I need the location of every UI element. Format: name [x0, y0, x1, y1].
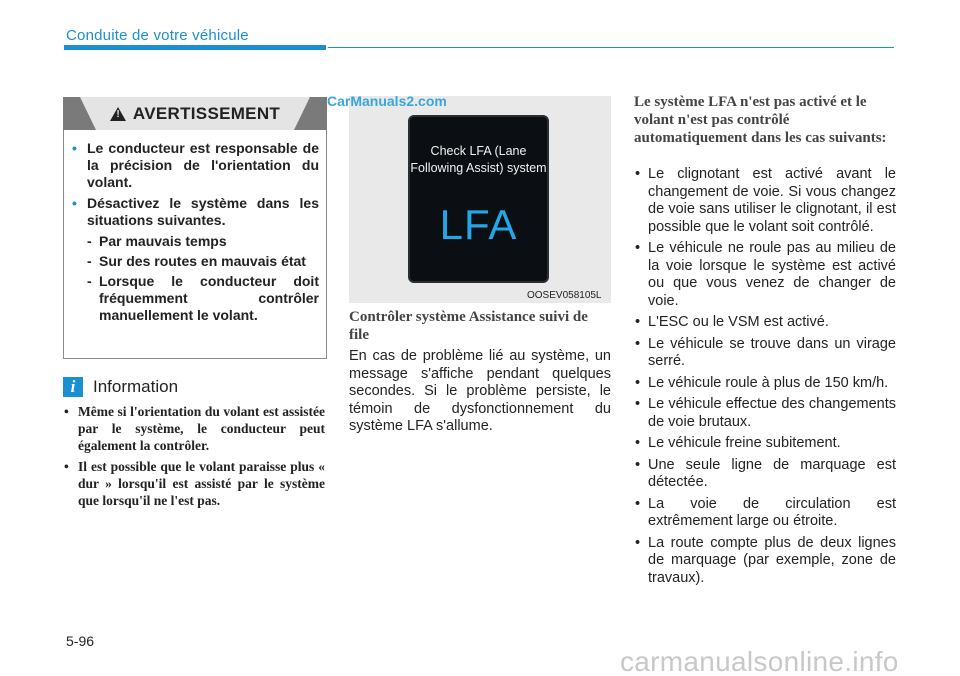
- bullet-dot: •: [635, 534, 641, 551]
- cluster-display: [408, 115, 549, 283]
- warning-bullet-text: Le conducteur est responsable de la précision de l'orientation du volant.: [87, 140, 319, 190]
- list-item: [634, 336, 896, 371]
- list-item-text: Le véhicule roule à plus de 150 km/h.: [648, 374, 889, 391]
- list-item: [634, 314, 896, 332]
- figure-watermark[interactable]: CarManuals2.com: [327, 93, 447, 109]
- bullet-dot: •: [635, 166, 641, 182]
- inactive-section-title: Le système LFA n'est pas activé et le volant n'est pas contrôlé automatiquement dans les cas suivants:: [634, 94, 887, 146]
- check-section-title: Contrôler système Assistance suivi de file: [349, 309, 588, 343]
- dash-marker: -: [87, 233, 92, 249]
- list-item-text: L'ESC ou le VSM est activé.: [648, 314, 829, 330]
- warning-body: [72, 140, 319, 327]
- bullet-dot: •: [64, 404, 69, 419]
- bullet-dot: •: [635, 335, 641, 352]
- dash-marker: -: [87, 273, 92, 289]
- information-item-text: Même si l'orientation du volant est assistée par le système, le conducteur peut également la contrôler.: [78, 404, 325, 453]
- header-rule: [328, 47, 894, 49]
- warning-title: AVERTISSEMENT: [132, 103, 281, 123]
- bullet-dot: •: [635, 495, 641, 512]
- warning-triangle-icon: !: [110, 107, 126, 121]
- check-section-paragraph: En cas de problème lié au système, un message s'affiche pendant quelques secondes. Si le problème persiste, le témoin de dysfonctionnement du système LFA s'allume.: [349, 348, 611, 434]
- bullet-dot: •: [635, 374, 641, 391]
- list-item: [634, 457, 896, 492]
- list-item: [634, 496, 896, 531]
- information-title: Information: [93, 377, 179, 396]
- bullet-dot: •: [635, 435, 641, 451]
- footer-watermark[interactable]: carmanualsonline.info: [620, 646, 899, 676]
- info-icon: i: [63, 377, 83, 397]
- list-item: [634, 435, 896, 453]
- list-item-text: Le véhicule effectue des changements de voie brutaux.: [648, 396, 896, 430]
- warning-sub-item: [72, 233, 319, 250]
- information-item: [63, 458, 325, 509]
- section-title: Conduite de votre véhicule: [66, 27, 249, 44]
- bullet-dot: •: [635, 240, 641, 256]
- warning-bullet: [72, 140, 319, 191]
- warning-sub-item: [72, 273, 319, 324]
- warning-bullet: [72, 195, 319, 229]
- bullet-dot: •: [64, 459, 69, 474]
- bullet-dot: •: [72, 140, 77, 156]
- warning-sub-item: [72, 253, 319, 270]
- list-item-text: Le véhicule ne roule pas au milieu de la voie lorsque le système est activé ou que vous venez de changer de voie.: [648, 240, 896, 309]
- warning-sub-text: Par mauvais temps: [99, 233, 227, 249]
- list-item-text: Le véhicule se trouve dans un virage serré.: [648, 335, 896, 369]
- information-item-text: Il est possible que le volant paraisse plus « dur » lorsqu'il est assisté par le système que lorsqu'il ne l'est pas.: [78, 459, 325, 508]
- warning-header: [96, 97, 294, 130]
- list-item-text: La route compte plus de deux lignes de marquage (par exemple, zone de travaux).: [648, 534, 896, 586]
- list-item-text: Le clignotant est activé avant le changement de voie. Si vous changez de voie sans utiliser le clignotant, il est possible que le volant soit contrôlé.: [648, 166, 896, 235]
- bullet-dot: •: [635, 396, 641, 412]
- figure-code: OOSEV058105L: [527, 290, 602, 301]
- list-item: [634, 535, 896, 588]
- list-item: [634, 166, 896, 236]
- list-item-text: La voie de circulation est extrêmement large ou étroite.: [648, 495, 896, 529]
- information-item: [63, 403, 325, 454]
- warning-sub-text: Sur des routes en mauvais état: [99, 253, 306, 269]
- bullet-dot: •: [635, 314, 641, 330]
- page-number: 5-96: [66, 633, 95, 649]
- inactive-conditions-list: [634, 166, 896, 591]
- bullet-dot: •: [72, 195, 77, 211]
- warning-bullet-text: Désactivez le système dans les situations suivantes.: [87, 195, 319, 228]
- warning-sub-text: Lorsque le conducteur doit fréquemment contrôler manuellement le volant.: [99, 273, 319, 323]
- lfa-indicator: LFA: [439, 201, 518, 248]
- cluster-message: Check LFA (Lane Following Assist) system: [410, 144, 547, 175]
- information-list: [63, 403, 325, 513]
- list-item: [634, 396, 896, 431]
- list-item: [634, 375, 896, 393]
- dash-marker: -: [87, 253, 92, 269]
- list-item-text: Le véhicule freine subitement.: [648, 435, 841, 451]
- header-accent-bar: [64, 45, 326, 50]
- list-item-text: Une seule ligne de marquage est détectée.: [648, 456, 896, 490]
- bullet-dot: •: [635, 456, 641, 473]
- list-item: [634, 240, 896, 310]
